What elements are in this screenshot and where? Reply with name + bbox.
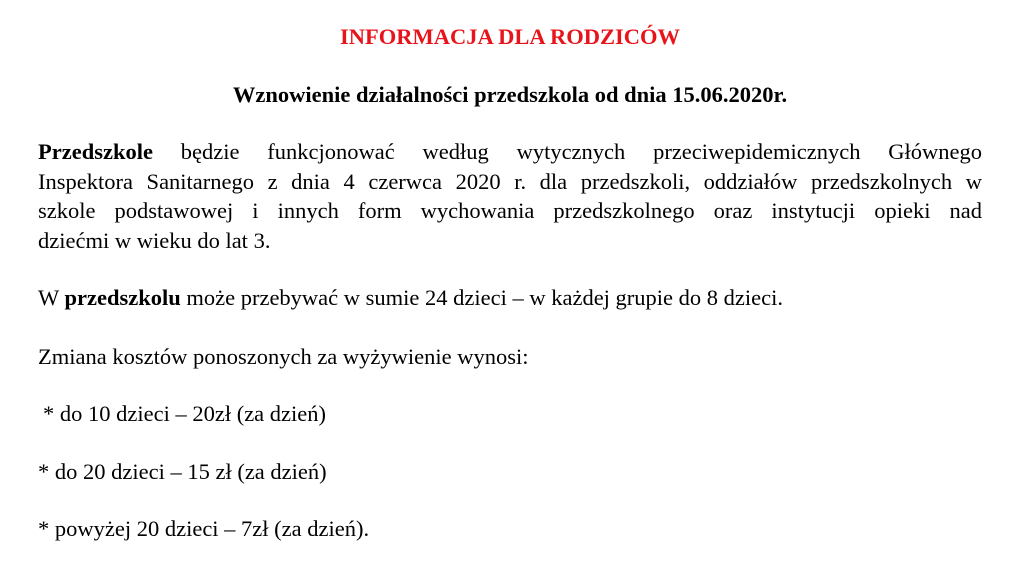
cost-item-2: * do 20 dzieci – 15 zł (za dzień): [38, 459, 327, 484]
capacity-rest: może przebywać w sumie 24 dzieci – w każdej grupie do 8 dzieci.: [180, 285, 784, 310]
document-subtitle: Wznowienie działalności przedszkola od dnia 15.06.2020r.: [232, 82, 788, 107]
paragraph-guidelines: [38, 137, 982, 255]
bold-lead-przedszkole: Przedszkole: [38, 139, 153, 164]
paragraph-line-3: szkole podstawowej i innych form wychowania przedszkolnego oraz instytucji opieki nad: [38, 198, 982, 223]
cost-item-1: * do 10 dzieci – 20zł (za dzień): [43, 401, 327, 426]
paragraph-line-4: dziećmi w wieku do lat 3.: [38, 227, 271, 253]
paragraph-line-2: Inspektora Sanitarnego z dnia 4 czerwca 2020 r. dla przedszkoli, oddziałów przedszkolnych w: [38, 168, 982, 194]
line-1-rest: będzie funkcjonować według wytycznych przeciwepidemicznych Głównego: [152, 139, 982, 164]
paragraph-capacity: [38, 283, 982, 313]
document-title: INFORMACJA DLA RODZICÓW: [339, 24, 681, 49]
capacity-lead: W: [38, 285, 65, 310]
paragraph-line-1: [38, 137, 982, 167]
paragraph-costs-intro: Zmiana kosztów ponoszonych za wyżywienie wynosi:: [38, 344, 529, 369]
cost-item-3: * powyżej 20 dzieci – 7zł (za dzień).: [38, 516, 370, 541]
document-page: [38, 0, 982, 588]
capacity-bold-word: przedszkolu: [64, 285, 181, 310]
